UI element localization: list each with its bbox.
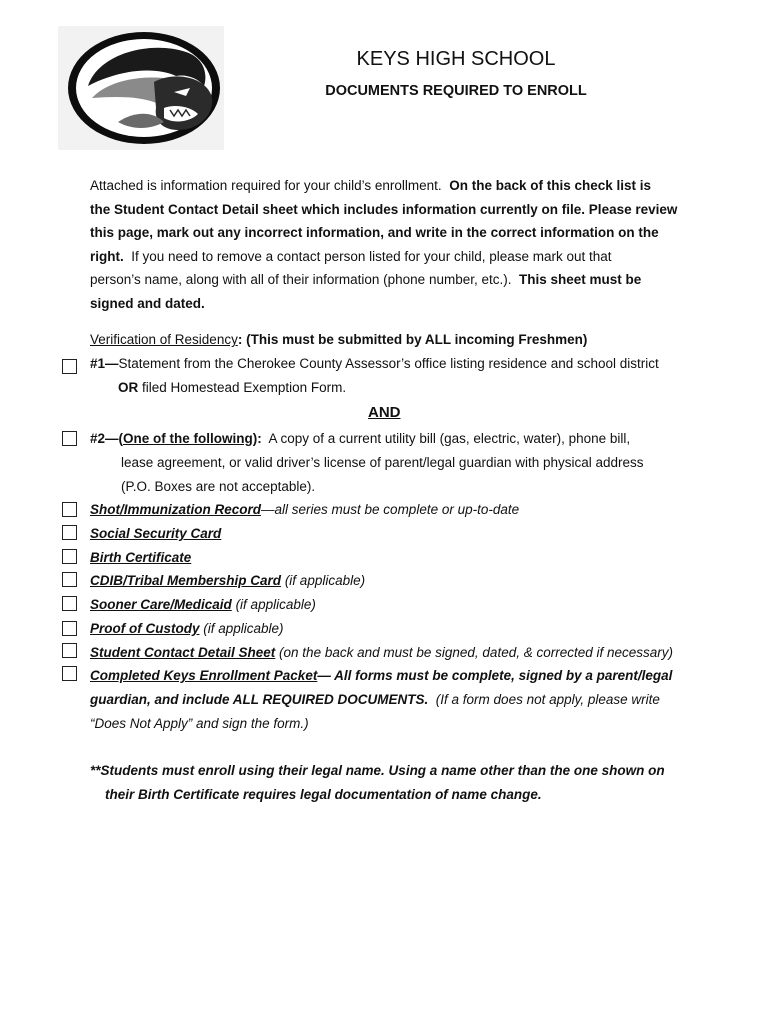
residency-item-2 [90,427,630,451]
residency-heading-line [90,328,587,352]
item-label: Student Contact Detail Sheet [90,645,276,660]
contact-sheet-checkbox[interactable] [62,643,77,658]
intro-text: person’s name, along with all of their information (phone number, etc.). [90,272,512,288]
legal-name-note-line2: their Birth Certificate requires legal documentation of name change. [105,787,542,802]
item-note-bold: — All forms must be complete, signed by a parent/legal [317,668,673,683]
item-note: (on the back and must be signed, dated, & corrected if necessary) [279,645,674,660]
item-label: Completed Keys Enrollment Packet [90,668,318,683]
birth-certificate-item: Birth Certificate [90,550,192,565]
intro-text: Attached is information required for your child’s enrollment. [90,178,442,193]
intro-paragraph [90,174,690,316]
enrollment-packet-line3: “Does Not Apply” and sign the form.) [90,716,309,731]
item-label: Sooner Care/Medicaid [90,597,232,612]
legal-name-note-line1: **Students must enroll using their legal name. Using a name other than the one shown on [90,763,665,778]
proof-of-custody-item [90,617,284,641]
item-prefix: #2—( [90,431,124,446]
shot-record-checkbox[interactable] [62,502,77,517]
item-note: (if applicable) [203,621,284,636]
proof-of-custody-checkbox[interactable] [62,621,77,636]
sooner-care-item [90,593,316,617]
or-label: OR [118,380,139,395]
item-note-bold: guardian, and include ALL REQUIRED DOCUMENTS. [90,692,429,707]
item-label: CDIB/Tribal Membership Card [90,573,282,588]
item-text: Statement from the Cherokee County Assessor’s office listing residence and school district [118,356,659,371]
item-label: Shot/Immunization Record [90,502,262,517]
intro-text: On the back of this check list is [449,178,652,193]
residency-1-checkbox[interactable] [62,359,77,374]
shot-record-item [90,498,519,522]
social-security-item: Social Security Card [90,526,222,541]
cdib-item [90,569,365,593]
residency-item-2-line2: lease agreement, or valid driver’s license of parent/legal guardian with physical address [121,455,644,470]
sooner-care-checkbox[interactable] [62,596,77,611]
and-label: AND [368,404,401,421]
social-security-checkbox[interactable] [62,525,77,540]
intro-text: signed and dated. [90,295,205,311]
residency-heading-note: : (This must be submitted by ALL incoming Freshmen) [237,332,588,347]
intro-text: If you need to remove a contact person listed for your child, please mark out that [131,248,612,264]
item-text: A copy of a current utility bill (gas, electric, water), phone bill, [268,431,631,446]
intro-text: right. [90,248,124,264]
item-note: (if applicable) [235,597,316,612]
intro-text: the Student Contact Detail sheet which includes information currently on file. Please review [90,201,678,217]
item-label: Proof of Custody [90,621,200,636]
enrollment-packet-item [90,664,672,688]
cdib-checkbox[interactable] [62,572,77,587]
item-suffix: ): [252,431,262,446]
residency-2-checkbox[interactable] [62,431,77,446]
residency-item-1 [90,352,659,376]
item-note: (if applicable) [284,573,366,588]
item-note: —all series must be complete or up-to-date [261,502,520,517]
one-of-following: One of the following [123,431,253,446]
school-title: KEYS HIGH SCHOOL [356,48,556,70]
residency-heading: Verification of Residency [90,332,238,347]
item-prefix: #1— [90,356,119,371]
cougar-head-logo [58,26,224,150]
residency-item-1-cont [118,376,346,400]
intro-text: This sheet must be [519,272,642,288]
enrollment-packet-line2 [90,688,660,712]
intro-text: this page, mark out any incorrect information, and write in the correct information on the [90,225,659,241]
item-text: filed Homestead Exemption Form. [142,380,347,395]
residency-item-2-line3: (P.O. Boxes are not acceptable). [121,479,316,494]
birth-certificate-checkbox[interactable] [62,549,77,564]
contact-sheet-item [90,641,673,665]
enrollment-packet-checkbox[interactable] [62,666,77,681]
document-subtitle: DOCUMENTS REQUIRED TO ENROLL [325,83,587,99]
item-note: (If a form does not apply, please write [435,692,660,707]
